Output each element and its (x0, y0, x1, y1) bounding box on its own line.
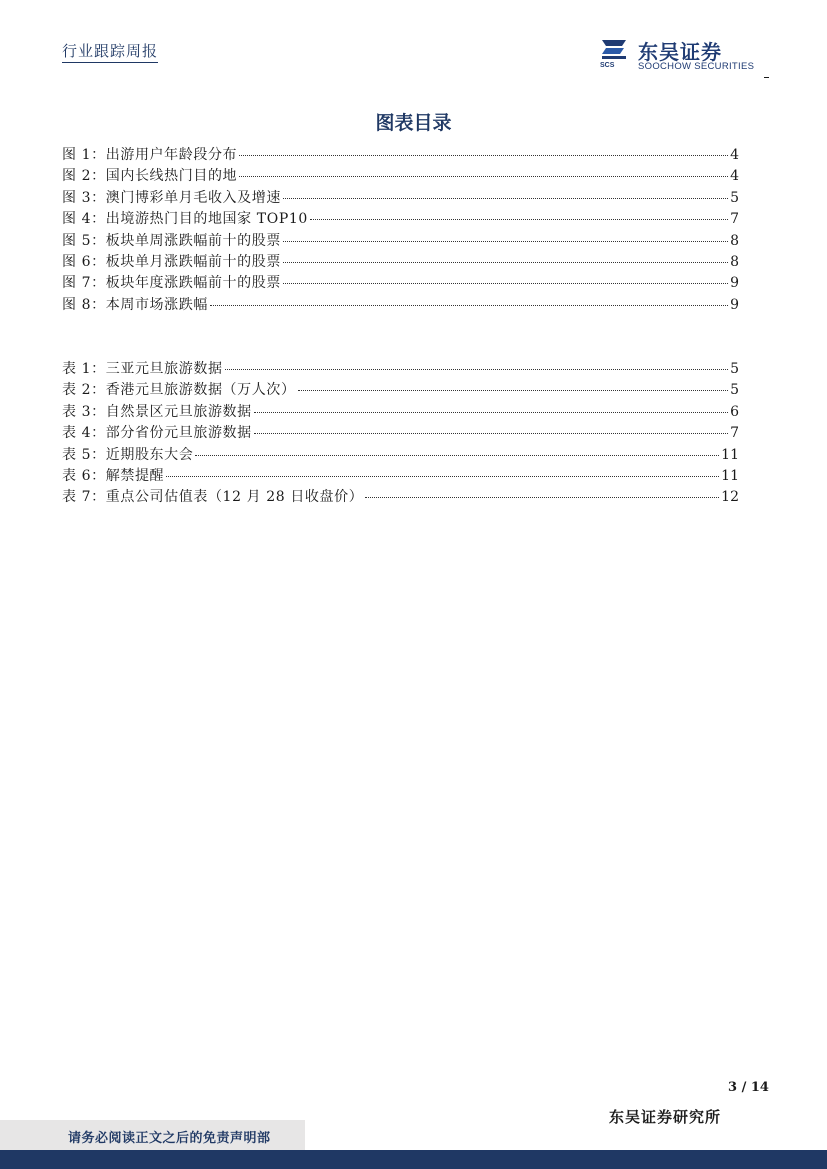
logo-chinese-name: 东吴证券 (638, 40, 722, 64)
figure-entry-label: 图 2：国内长线热门目的地 (62, 168, 238, 185)
logo-english-name: SOOCHOW SECURITIES (638, 61, 755, 72)
dot-leader (254, 433, 728, 434)
figure-entry-page: 9 (730, 296, 739, 313)
logo-emblem-icon (598, 36, 632, 62)
figure-entry[interactable] (62, 230, 739, 251)
dot-leader (225, 369, 729, 370)
table-entry[interactable] (62, 422, 739, 443)
table-entry-page: 5 (730, 382, 739, 399)
table-entry-page: 7 (730, 425, 739, 442)
table-entry-label: 表 7：重点公司估值表（12 月 28 日收盘价） (62, 489, 364, 506)
table-entry-page: 5 (730, 361, 739, 377)
table-entry-label: 表 3：自然景区元旦旅游数据 (62, 403, 252, 420)
figure-entry[interactable] (62, 187, 739, 208)
table-entry[interactable] (62, 358, 739, 379)
company-logo (598, 36, 766, 76)
report-type-label: 行业跟踪周报 (62, 40, 158, 63)
figure-entry[interactable] (62, 251, 739, 272)
table-entry-label: 表 6：解禁提醒 (62, 467, 165, 484)
table-entry-page: 11 (721, 446, 739, 463)
figure-entry[interactable] (62, 208, 739, 229)
figure-entry-label: 图 6：板块单月涨跌幅前十的股票 (62, 253, 281, 270)
table-entry-page: 6 (730, 403, 739, 420)
dot-leader (283, 262, 728, 263)
dot-leader (239, 176, 728, 177)
dot-leader (210, 305, 728, 306)
figure-entry-label: 图 5：板块单周涨跌幅前十的股票 (62, 232, 281, 249)
figure-entry-label: 图 3：澳门博彩单月毛收入及增速 (62, 189, 281, 206)
figure-entry-page: 4 (730, 147, 739, 163)
figure-entry-page: 9 (730, 275, 739, 292)
table-list (62, 358, 739, 508)
header-divider (764, 77, 769, 78)
figure-entry-label: 图 1：出游用户年龄段分布 (62, 147, 238, 163)
disclaimer-note: 请务必阅读正文之后的免责声明部 (0, 1120, 305, 1150)
table-entry-label: 表 1：三亚元旦旅游数据 (62, 361, 223, 377)
figure-entry-page: 8 (730, 253, 739, 270)
table-entry[interactable] (62, 486, 739, 507)
table-entry[interactable] (62, 444, 739, 465)
dot-leader (298, 390, 729, 391)
figure-list (62, 144, 739, 315)
figure-entry[interactable] (62, 165, 739, 186)
dot-leader (195, 455, 719, 456)
dot-leader (239, 155, 728, 156)
figure-entry-label: 图 7：板块年度涨跌幅前十的股票 (62, 275, 281, 292)
figure-entry[interactable] (62, 294, 739, 315)
institute-name: 东吴证券研究所 (609, 1108, 722, 1126)
figure-entry-page: 4 (730, 168, 739, 185)
figure-entry-page: 5 (730, 189, 739, 206)
dot-leader (310, 219, 728, 220)
dot-leader (166, 476, 719, 477)
figure-entry-page: 8 (730, 232, 739, 249)
table-entry-label: 表 4：部分省份元旦旅游数据 (62, 425, 252, 442)
figure-entry[interactable] (62, 272, 739, 293)
dot-leader (365, 497, 719, 498)
figure-entry[interactable] (62, 144, 739, 165)
figure-entry-label: 图 8：本周市场涨跌幅 (62, 296, 208, 313)
dot-leader (283, 241, 728, 242)
table-entry-label: 表 2：香港元旦旅游数据（万人次） (62, 382, 296, 399)
dot-leader (283, 198, 728, 199)
table-entry-page: 12 (721, 489, 739, 506)
toc-title: 图表目录 (375, 112, 452, 134)
table-entry[interactable] (62, 401, 739, 422)
logo-abbreviation: SCS (600, 62, 615, 69)
dot-leader (254, 412, 728, 413)
footer-bar (0, 1150, 827, 1169)
figure-entry-page: 7 (730, 211, 739, 228)
figure-entry-label: 图 4：出境游热门目的地国家 TOP10 (62, 211, 308, 228)
table-entry-page: 11 (721, 467, 739, 484)
table-entry-label: 表 5：近期股东大会 (62, 446, 194, 463)
page-indicator: 3 / 14 (728, 1080, 769, 1095)
table-entry[interactable] (62, 379, 739, 400)
dot-leader (283, 283, 728, 284)
table-entry[interactable] (62, 465, 739, 486)
